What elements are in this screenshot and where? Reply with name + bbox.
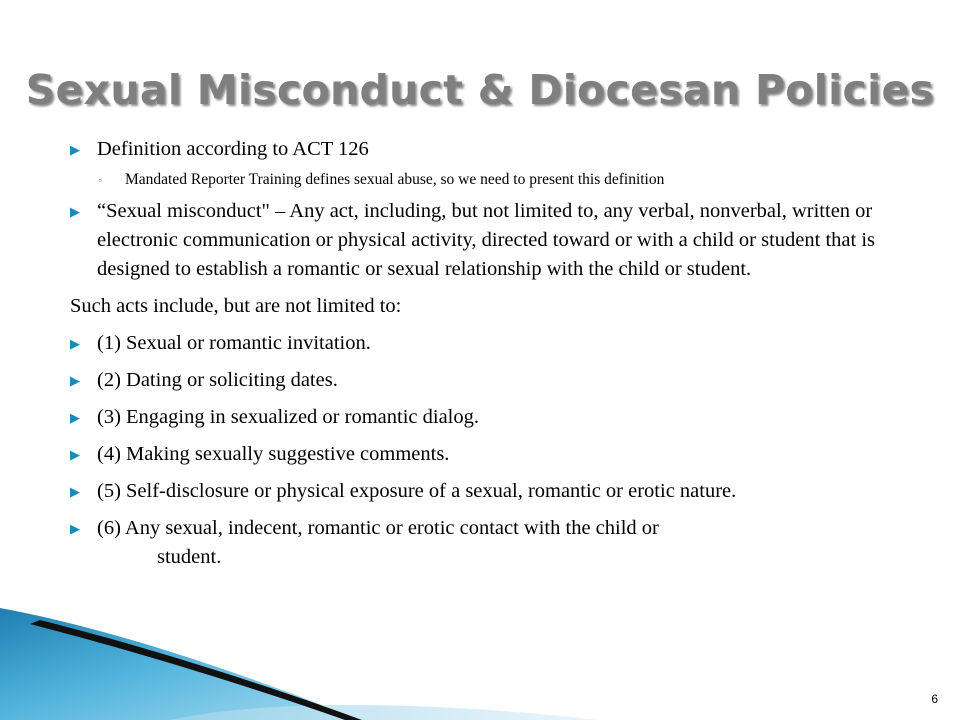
bullet-item bbox=[70, 440, 950, 469]
bullet-item bbox=[70, 477, 950, 506]
plain-paragraph bbox=[70, 292, 950, 321]
circle-bullet-icon: ◦ bbox=[98, 173, 103, 187]
bullet-item bbox=[70, 366, 950, 395]
triangle-right-icon: ▶ bbox=[70, 142, 80, 157]
bullet-item bbox=[70, 135, 950, 164]
bullet-item bbox=[70, 197, 950, 284]
triangle-right-icon: ▶ bbox=[70, 447, 80, 462]
sub-bullet-item bbox=[98, 166, 950, 194]
triangle-right-icon: ▶ bbox=[70, 373, 80, 388]
bullet-text: (1) Sexual or romantic invitation. bbox=[97, 332, 371, 354]
slide-body bbox=[70, 135, 950, 572]
bullet-item bbox=[70, 329, 950, 358]
triangle-right-icon: ▶ bbox=[70, 484, 80, 499]
bullet-text: (4) Making sexually suggestive comments. bbox=[97, 443, 450, 465]
bullet-text: Definition according to ACT 126 bbox=[97, 138, 369, 160]
bullet-item bbox=[70, 403, 950, 432]
slide-title: Sexual Misconduct & Diocesan Policies bbox=[25, 66, 935, 114]
bullet-text-continuation: student. bbox=[157, 546, 222, 568]
triangle-right-icon: ▶ bbox=[70, 336, 80, 351]
triangle-right-icon: ▶ bbox=[70, 204, 80, 219]
page-number: 6 bbox=[931, 692, 938, 706]
triangle-right-icon: ▶ bbox=[70, 410, 80, 425]
bullet-text: (6) Any sexual, indecent, romantic or erotic contact with the child or bbox=[97, 517, 659, 539]
triangle-right-icon: ▶ bbox=[70, 521, 80, 536]
bullet-item bbox=[70, 514, 950, 572]
bullet-text: (5) Self-disclosure or physical exposure of a sexual, romantic or erotic nature. bbox=[97, 480, 737, 502]
paragraph-text: Such acts include, but are not limited to: bbox=[70, 295, 402, 317]
bullet-text: (3) Engaging in sexualized or romantic dialog. bbox=[97, 406, 479, 428]
bullet-text: (2) Dating or soliciting dates. bbox=[97, 369, 338, 391]
sub-bullet-text: Mandated Reporter Training defines sexual abuse, so we need to present this definition bbox=[125, 171, 665, 188]
bullet-text: “Sexual misconduct" – Any act, including, but not limited to, any verbal, nonverbal, written or electronic communication or physical activity, directed toward or with a child or student that is designed to establish a romantic or sexual relationship with the child or student. bbox=[97, 200, 876, 280]
